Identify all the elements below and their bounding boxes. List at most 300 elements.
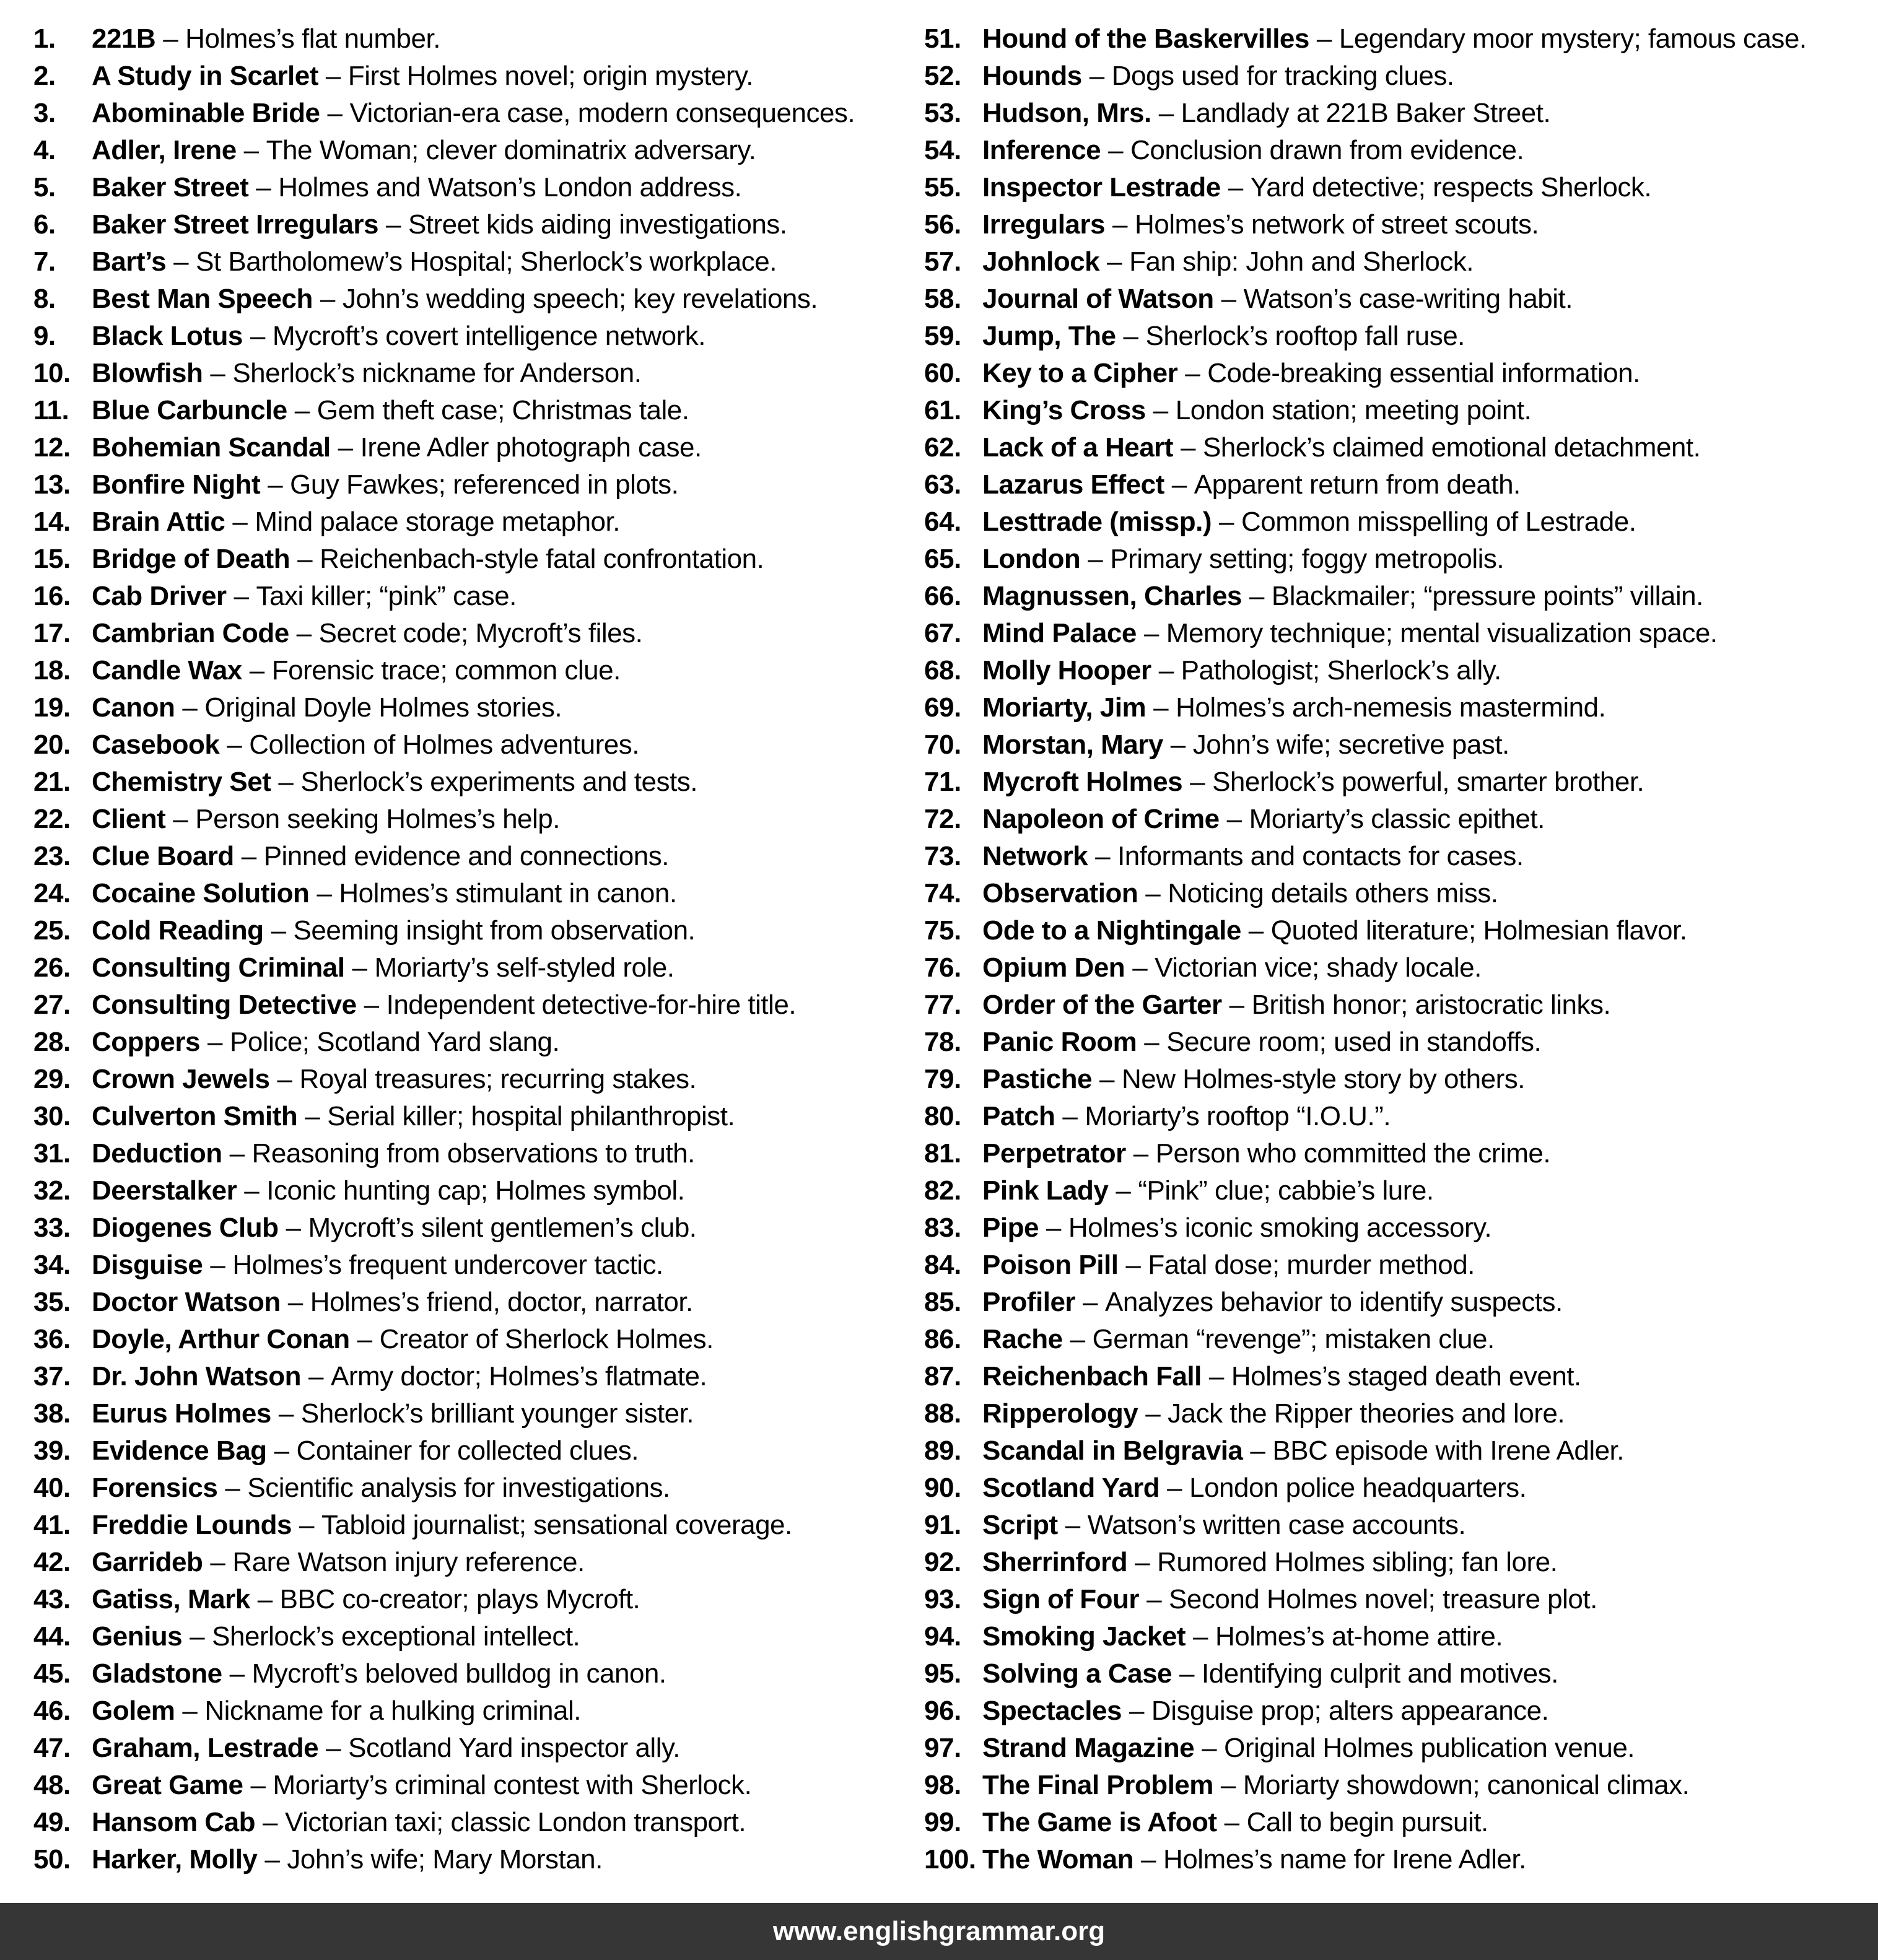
item-term: Abominable Bride xyxy=(92,98,320,128)
item-term: Script xyxy=(982,1510,1058,1540)
list-item xyxy=(924,466,1878,503)
item-definition: Holmes’s name for Irene Adler. xyxy=(1163,1844,1526,1875)
item-number: 99. xyxy=(924,1807,961,1837)
item-text xyxy=(982,1247,1475,1284)
item-text xyxy=(982,1581,1597,1618)
item-number: 38. xyxy=(33,1398,71,1429)
list-item xyxy=(924,1767,1878,1804)
item-text xyxy=(982,355,1640,392)
list-item xyxy=(924,1284,1878,1321)
item-number: 22. xyxy=(33,804,71,834)
item-text xyxy=(92,1804,746,1841)
list-item xyxy=(924,1098,1878,1135)
item-definition: London police headquarters. xyxy=(1189,1473,1527,1503)
item-definition: Holmes’s friend, doctor, narrator. xyxy=(310,1287,693,1317)
list-item xyxy=(924,1618,1878,1655)
list-item xyxy=(33,1358,923,1395)
item-definition: John’s wife; Mary Morstan. xyxy=(287,1844,603,1875)
item-term: Deduction xyxy=(92,1138,222,1169)
item-definition: Dogs used for tracking clues. xyxy=(1111,61,1454,91)
dash-separator: – xyxy=(1046,1213,1061,1243)
item-definition: Army doctor; Holmes’s flatmate. xyxy=(330,1361,707,1392)
list-item xyxy=(924,1321,1878,1358)
dash-separator: – xyxy=(244,1175,260,1206)
item-term: Candle Wax xyxy=(92,655,242,686)
item-term: Rache xyxy=(982,1324,1063,1354)
list-item xyxy=(924,503,1878,541)
item-text xyxy=(982,801,1545,838)
item-text xyxy=(982,1767,1689,1804)
item-definition: Secret code; Mycroft’s files. xyxy=(318,618,643,648)
list-item xyxy=(924,1804,1878,1841)
list-item xyxy=(924,764,1878,801)
item-text xyxy=(982,689,1605,726)
item-term: The Woman xyxy=(982,1844,1134,1875)
dash-separator: – xyxy=(241,841,256,871)
item-definition: Fatal dose; murder method. xyxy=(1148,1250,1475,1280)
item-text xyxy=(982,58,1454,95)
item-text xyxy=(982,1024,1541,1061)
item-definition: John’s wedding speech; key revelations. xyxy=(342,284,818,314)
dash-separator: – xyxy=(1062,1101,1078,1131)
list-item xyxy=(924,541,1878,578)
item-definition: Legendary moor mystery; famous case. xyxy=(1339,24,1807,54)
item-text xyxy=(92,578,517,615)
item-number: 49. xyxy=(33,1807,71,1837)
list-item xyxy=(33,689,923,726)
item-term: Opium Den xyxy=(982,952,1125,983)
list-item xyxy=(33,1098,923,1135)
list-item xyxy=(924,1507,1878,1544)
dash-separator: – xyxy=(1108,135,1124,165)
item-text xyxy=(92,1507,792,1544)
item-number: 84. xyxy=(924,1250,961,1280)
dash-separator: – xyxy=(210,358,225,388)
item-text xyxy=(92,95,855,132)
item-number: 43. xyxy=(33,1584,71,1614)
item-number: 32. xyxy=(33,1175,71,1206)
item-number: 63. xyxy=(924,469,961,500)
list-item xyxy=(924,875,1878,912)
item-term: A Study in Scarlet xyxy=(92,61,318,91)
item-number: 47. xyxy=(33,1733,71,1763)
item-text xyxy=(982,169,1651,206)
item-definition: Informants and contacts for cases. xyxy=(1117,841,1524,871)
item-definition: Original Doyle Holmes stories. xyxy=(204,692,562,723)
item-term: Mind Palace xyxy=(982,618,1137,648)
item-text xyxy=(92,1024,559,1061)
list-item xyxy=(33,1692,923,1730)
item-number: 33. xyxy=(33,1213,71,1243)
dash-separator: – xyxy=(1185,358,1200,388)
item-term: Lesttrade (missp.) xyxy=(982,507,1212,537)
item-term: Forensics xyxy=(92,1473,218,1503)
list-item xyxy=(33,726,923,764)
list-item xyxy=(924,318,1878,355)
list-item xyxy=(33,169,923,206)
dash-separator: – xyxy=(1224,1807,1239,1837)
item-definition: Guy Fawkes; referenced in plots. xyxy=(290,469,679,500)
item-definition: Moriarty showdown; canonical climax. xyxy=(1243,1770,1690,1800)
item-term: Cold Reading xyxy=(92,915,264,946)
dash-separator: – xyxy=(173,804,188,834)
item-term: Doyle, Arthur Conan xyxy=(92,1324,350,1354)
dash-separator: – xyxy=(1221,284,1236,314)
list-item xyxy=(924,1432,1878,1470)
dash-separator: – xyxy=(326,1733,341,1763)
dash-separator: – xyxy=(1226,804,1242,834)
list-item xyxy=(33,1172,923,1209)
item-text xyxy=(982,1618,1503,1655)
item-number: 19. xyxy=(33,692,71,723)
item-definition: Holmes’s at-home attire. xyxy=(1215,1621,1503,1652)
item-text xyxy=(982,1395,1565,1432)
item-text xyxy=(92,281,818,318)
dash-separator: – xyxy=(278,767,294,797)
dash-separator: – xyxy=(1218,507,1234,537)
dash-separator: – xyxy=(352,952,367,983)
item-term: Baker Street xyxy=(92,172,249,203)
item-number: 56. xyxy=(924,209,961,240)
item-term: Spectacles xyxy=(982,1696,1122,1726)
item-definition: Seeming insight from observation. xyxy=(293,915,696,946)
item-text xyxy=(92,58,753,95)
list-item xyxy=(33,132,923,169)
item-term: Bart’s xyxy=(92,246,167,277)
list-item xyxy=(33,1247,923,1284)
item-number: 26. xyxy=(33,952,71,983)
item-definition: Mind palace storage metaphor. xyxy=(255,507,620,537)
item-term: Irregulars xyxy=(982,209,1105,240)
dash-separator: – xyxy=(227,730,242,760)
item-text xyxy=(982,912,1687,949)
item-text xyxy=(92,1767,751,1804)
item-definition: Call to begin pursuit. xyxy=(1246,1807,1488,1837)
item-term: Blowfish xyxy=(92,358,203,388)
item-definition: Victorian vice; shady locale. xyxy=(1155,952,1482,983)
item-term: Gatiss, Mark xyxy=(92,1584,250,1614)
item-term: Golem xyxy=(92,1696,175,1726)
list-item xyxy=(924,1358,1878,1395)
item-term: Deerstalker xyxy=(92,1175,237,1206)
item-term: Cab Driver xyxy=(92,581,227,611)
item-definition: Forensic trace; common clue. xyxy=(271,655,621,686)
item-definition: Taxi killer; “pink” case. xyxy=(256,581,517,611)
item-term: Adler, Irene xyxy=(92,135,237,165)
item-number: 78. xyxy=(924,1027,961,1057)
item-term: Patch xyxy=(982,1101,1055,1131)
item-text xyxy=(982,949,1482,987)
item-term: Hansom Cab xyxy=(92,1807,255,1837)
dash-separator: – xyxy=(1143,618,1159,648)
item-number: 72. xyxy=(924,804,961,834)
item-term: Magnussen, Charles xyxy=(982,581,1242,611)
item-term: Bridge of Death xyxy=(92,544,290,574)
item-text xyxy=(982,1209,1491,1247)
item-text xyxy=(982,429,1700,466)
item-term: Gladstone xyxy=(92,1658,222,1689)
item-definition: Independent detective-for-hire title. xyxy=(386,990,797,1020)
list-item xyxy=(924,578,1878,615)
item-definition: Irene Adler photograph case. xyxy=(360,432,702,463)
item-term: Molly Hooper xyxy=(982,655,1151,686)
item-definition: Moriarty’s rooftop “I.O.U.”. xyxy=(1085,1101,1391,1131)
list-item xyxy=(33,20,923,58)
list-item xyxy=(924,1024,1878,1061)
item-term: Moriarty, Jim xyxy=(982,692,1146,723)
item-number: 52. xyxy=(924,61,961,91)
item-definition: Holmes’s iconic smoking accessory. xyxy=(1068,1213,1492,1243)
dash-separator: – xyxy=(1193,1621,1208,1652)
item-term: Lazarus Effect xyxy=(982,469,1164,500)
dash-separator: – xyxy=(264,1844,280,1875)
item-text xyxy=(92,1841,603,1878)
list-item xyxy=(33,318,923,355)
item-number: 88. xyxy=(924,1398,961,1429)
dash-separator: – xyxy=(1229,990,1244,1020)
item-number: 20. xyxy=(33,730,71,760)
item-definition: Mycroft’s covert intelligence network. xyxy=(272,321,706,351)
list-item xyxy=(924,1581,1878,1618)
item-number: 45. xyxy=(33,1658,71,1689)
item-term: Best Man Speech xyxy=(92,284,313,314)
item-term: Great Game xyxy=(92,1770,243,1800)
item-definition: Rumored Holmes sibling; fan lore. xyxy=(1157,1547,1558,1577)
item-number: 46. xyxy=(33,1696,71,1726)
dash-separator: – xyxy=(325,61,341,91)
item-text xyxy=(92,1209,697,1247)
dash-separator: – xyxy=(278,1398,294,1429)
list-item xyxy=(33,429,923,466)
list-item xyxy=(33,912,923,949)
item-text xyxy=(982,1358,1581,1395)
dash-separator: – xyxy=(1099,1064,1114,1094)
item-number: 4. xyxy=(33,135,56,165)
item-definition: Mycroft’s silent gentlemen’s club. xyxy=(308,1213,697,1243)
item-text xyxy=(92,801,560,838)
item-text xyxy=(92,1172,684,1209)
dash-separator: – xyxy=(327,98,343,128)
item-definition: Sherlock’s nickname for Anderson. xyxy=(232,358,642,388)
list-item xyxy=(924,1655,1878,1692)
item-definition: Collection of Holmes adventures. xyxy=(249,730,639,760)
item-term: Sherrinford xyxy=(982,1547,1128,1577)
item-text xyxy=(982,1841,1526,1878)
item-number: 70. xyxy=(924,730,961,760)
item-number: 17. xyxy=(33,618,71,648)
list-item xyxy=(33,1618,923,1655)
item-definition: Person seeking Holmes’s help. xyxy=(195,804,560,834)
list-item xyxy=(33,1730,923,1767)
dash-separator: – xyxy=(250,1770,266,1800)
item-definition: Quoted literature; Holmesian flavor. xyxy=(1270,915,1687,946)
list-item xyxy=(924,1470,1878,1507)
item-text xyxy=(982,318,1465,355)
item-definition: Street kids aiding investigations. xyxy=(408,209,787,240)
list-item xyxy=(33,206,923,243)
item-definition: “Pink” clue; cabbie’s lure. xyxy=(1138,1175,1434,1206)
item-term: Profiler xyxy=(982,1287,1076,1317)
item-definition: Holmes’s arch-nemesis mastermind. xyxy=(1176,692,1606,723)
item-number: 11. xyxy=(33,395,69,425)
dash-separator: – xyxy=(271,915,286,946)
item-text xyxy=(982,652,1501,689)
item-definition: Moriarty’s self-styled role. xyxy=(374,952,675,983)
item-number: 21. xyxy=(33,767,71,797)
list-item xyxy=(924,355,1878,392)
dash-separator: – xyxy=(338,432,353,463)
dash-separator: – xyxy=(210,1547,225,1577)
item-definition: Code-breaking essential information. xyxy=(1207,358,1640,388)
item-text xyxy=(982,1172,1434,1209)
item-number: 51. xyxy=(924,24,961,54)
item-number: 54. xyxy=(924,135,961,165)
item-text xyxy=(92,726,639,764)
item-text xyxy=(982,1692,1548,1730)
item-text xyxy=(92,1284,693,1321)
item-number: 6. xyxy=(33,209,56,240)
list-item xyxy=(33,95,923,132)
item-term: Sign of Four xyxy=(982,1584,1140,1614)
dash-separator: – xyxy=(1141,1844,1156,1875)
item-number: 57. xyxy=(924,246,961,277)
dash-separator: – xyxy=(1250,1435,1265,1466)
list-item xyxy=(33,1209,923,1247)
item-term: The Final Problem xyxy=(982,1770,1213,1800)
item-term: Pastiche xyxy=(982,1064,1092,1094)
dash-separator: – xyxy=(256,172,271,203)
item-term: Freddie Lounds xyxy=(92,1510,292,1540)
list-item xyxy=(33,1655,923,1692)
list-item xyxy=(33,281,923,318)
item-text xyxy=(92,1692,581,1730)
item-definition: Nickname for a hulking criminal. xyxy=(204,1696,581,1726)
dash-separator: – xyxy=(317,878,332,908)
item-definition: Victorian taxi; classic London transport. xyxy=(284,1807,746,1837)
item-definition: Sherlock’s exceptional intellect. xyxy=(212,1621,580,1652)
item-text xyxy=(92,355,641,392)
item-term: Mycroft Holmes xyxy=(982,767,1183,797)
item-text xyxy=(92,949,674,987)
item-text xyxy=(92,1730,680,1767)
list-item xyxy=(33,949,923,987)
list-item xyxy=(924,132,1878,169)
item-number: 18. xyxy=(33,655,71,686)
item-term: Coppers xyxy=(92,1027,200,1057)
list-item xyxy=(924,20,1878,58)
item-number: 86. xyxy=(924,1324,961,1354)
item-definition: First Holmes novel; origin mystery. xyxy=(347,61,753,91)
item-text xyxy=(982,1507,1465,1544)
item-text xyxy=(92,838,669,875)
item-text xyxy=(92,1358,707,1395)
dash-separator: – xyxy=(1065,1510,1080,1540)
item-number: 8. xyxy=(33,284,56,314)
item-number: 85. xyxy=(924,1287,961,1317)
item-number: 28. xyxy=(33,1027,71,1057)
dash-separator: – xyxy=(320,284,335,314)
list-item xyxy=(33,987,923,1024)
item-number: 44. xyxy=(33,1621,71,1652)
dash-separator: – xyxy=(1129,1696,1144,1726)
item-text xyxy=(982,1321,1495,1358)
item-definition: German “revenge”; mistaken clue. xyxy=(1092,1324,1495,1354)
dash-separator: – xyxy=(1180,432,1195,463)
dash-separator: – xyxy=(1158,655,1174,686)
dash-separator: – xyxy=(1123,321,1138,351)
list-item xyxy=(924,169,1878,206)
dash-separator: – xyxy=(234,581,249,611)
item-definition: Reichenbach-style fatal confrontation. xyxy=(320,544,764,574)
item-definition: Holmes’s flat number. xyxy=(185,24,440,54)
list-item xyxy=(924,392,1878,429)
list-item xyxy=(33,652,923,689)
item-text xyxy=(982,20,1807,58)
list-item xyxy=(924,1172,1878,1209)
item-term: The Game is Afoot xyxy=(982,1807,1217,1837)
item-term: Morstan, Mary xyxy=(982,730,1163,760)
item-term: Hound of the Baskervilles xyxy=(982,24,1309,54)
list-item xyxy=(33,1395,923,1432)
dash-separator: – xyxy=(182,692,198,723)
item-number: 90. xyxy=(924,1473,961,1503)
item-number: 83. xyxy=(924,1213,961,1243)
item-definition: Holmes’s network of street scouts. xyxy=(1134,209,1539,240)
dash-separator: – xyxy=(1089,61,1104,91)
item-definition: Holmes’s staged death event. xyxy=(1231,1361,1581,1392)
item-definition: BBC episode with Irene Adler. xyxy=(1272,1435,1625,1466)
item-definition: Watson’s case-writing habit. xyxy=(1243,284,1573,314)
item-term: Journal of Watson xyxy=(982,284,1214,314)
item-number: 80. xyxy=(924,1101,961,1131)
item-number: 9. xyxy=(33,321,56,351)
item-definition: Person who committed the crime. xyxy=(1155,1138,1551,1169)
item-text xyxy=(982,466,1521,503)
item-text xyxy=(982,541,1504,578)
item-definition: Apparent return from death. xyxy=(1194,469,1521,500)
item-term: Bonfire Night xyxy=(92,469,261,500)
list-item xyxy=(33,764,923,801)
item-definition: Victorian-era case, modern consequences. xyxy=(349,98,855,128)
dash-separator: – xyxy=(1228,172,1243,203)
dash-separator: – xyxy=(1083,1287,1098,1317)
item-definition: Rare Watson injury reference. xyxy=(232,1547,585,1577)
dash-separator: – xyxy=(1088,544,1103,574)
item-text xyxy=(92,1321,714,1358)
item-text xyxy=(92,1618,580,1655)
item-text xyxy=(92,541,764,578)
dash-separator: – xyxy=(1153,692,1169,723)
list-item xyxy=(33,838,923,875)
item-text xyxy=(92,392,689,429)
item-term: Eurus Holmes xyxy=(92,1398,271,1429)
list-item xyxy=(924,95,1878,132)
item-term: Evidence Bag xyxy=(92,1435,267,1466)
item-term: Canon xyxy=(92,692,175,723)
item-definition: Iconic hunting cap; Holmes symbol. xyxy=(266,1175,685,1206)
item-number: 65. xyxy=(924,544,961,574)
dash-separator: – xyxy=(182,1696,198,1726)
item-term: Pink Lady xyxy=(982,1175,1109,1206)
item-definition: Tabloid journalist; sensational coverage. xyxy=(321,1510,792,1540)
item-text xyxy=(982,1432,1624,1470)
list-item xyxy=(924,1841,1878,1878)
item-number: 36. xyxy=(33,1324,71,1354)
dash-separator: – xyxy=(1171,469,1187,500)
list-item xyxy=(33,578,923,615)
glossary-column-right xyxy=(924,20,1878,1878)
list-item xyxy=(924,1544,1878,1581)
